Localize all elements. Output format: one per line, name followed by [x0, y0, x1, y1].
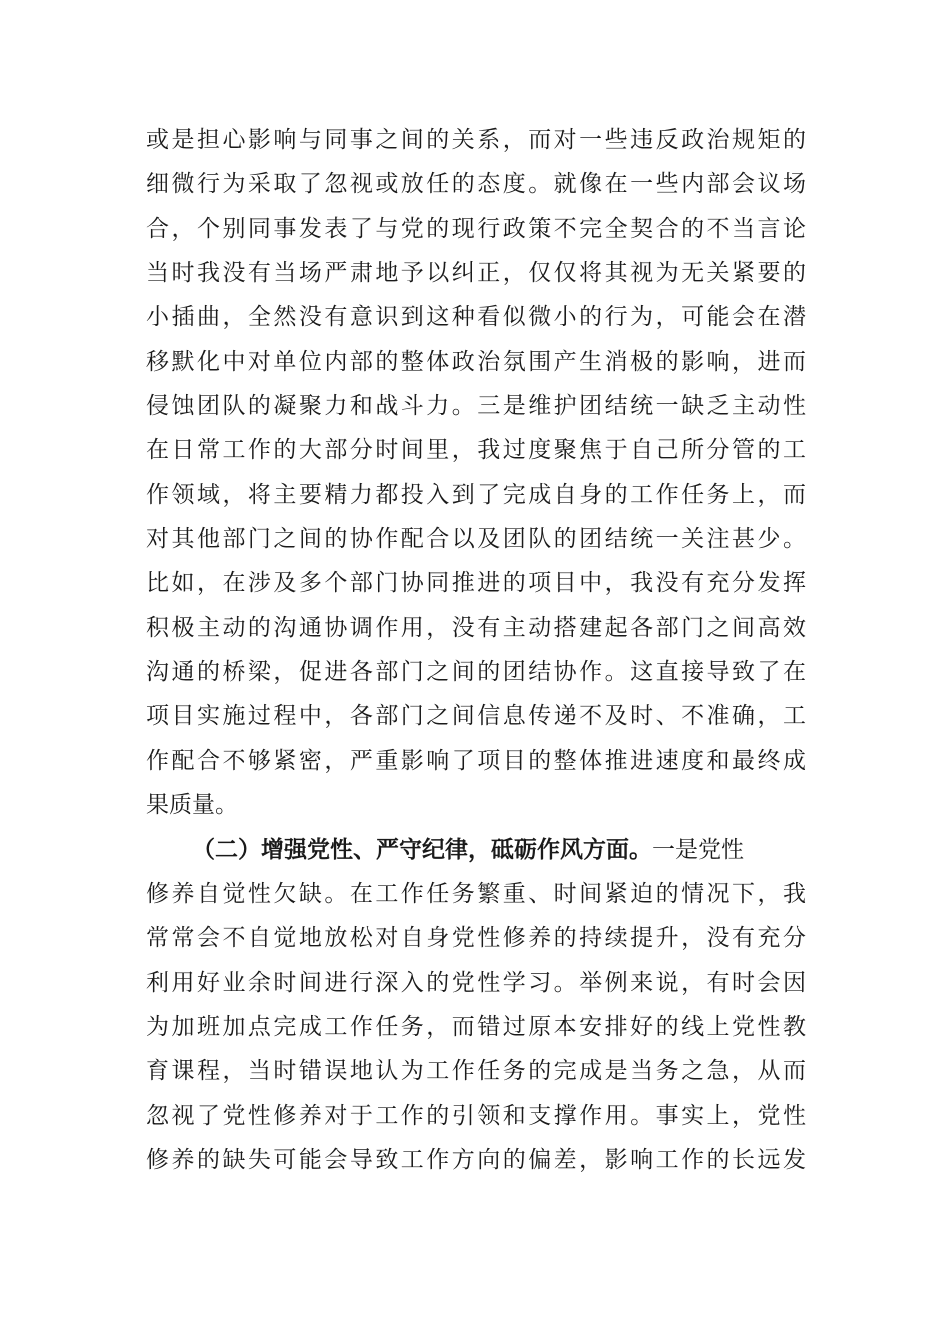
text-line: 常常会不自觉地放松对自身党性修养的持续提升，没有充分: [146, 925, 806, 952]
body-text: [146, 118, 806, 1182]
text-line: 修养自觉性欠缺。在工作任务繁重、时间紧迫的情况下，我: [146, 880, 806, 907]
section-heading-rest: 一是党性: [652, 836, 744, 863]
text-line: 合，个别同事发表了与党的现行政策不完全契合的不当言论: [146, 215, 806, 242]
text-line: 在日常工作的大部分时间里，我过度聚焦于自己所分管的工: [146, 437, 806, 464]
text-line: 比如，在涉及多个部门协同推进的项目中，我没有充分发挥: [146, 570, 806, 597]
text-line: 修养的缺失可能会导致工作方向的偏差，影响工作的长远发: [146, 1146, 806, 1173]
text-line: 当时我没有当场严肃地予以纠正，仅仅将其视为无关紧要的: [146, 260, 806, 287]
text-line: 移默化中对单位内部的整体政治氛围产生消极的影响，进而: [146, 348, 806, 375]
text-line: 沟通的桥梁，促进各部门之间的团结协作。这直接导致了在: [146, 659, 806, 686]
text-line: 作领域，将主要精力都投入到了完成自身的工作任务上，而: [146, 481, 806, 508]
text-line: 果质量。: [146, 792, 238, 819]
section-heading: （二）增强党性、严守纪律，砥砺作风方面。: [192, 835, 652, 863]
text-line: 积极主动的沟通协调作用，没有主动搭建起各部门之间高效: [146, 614, 806, 641]
text-line: 育课程，当时错误地认为工作任务的完成是当务之急，从而: [146, 1058, 806, 1085]
text-line: 为加班加点完成工作任务，而错过原本安排好的线上党性教: [146, 1013, 806, 1040]
text-line: 作配合不够紧密，严重影响了项目的整体推进速度和最终成: [146, 747, 806, 774]
section-heading-line: [146, 828, 806, 872]
text-line: 忽视了党性修养对于工作的引领和支撑作用。事实上，党性: [146, 1102, 806, 1129]
text-line: 利用好业余时间进行深入的党性学习。举例来说，有时会因: [146, 969, 806, 996]
text-line: 对其他部门之间的协作配合以及团队的团结统一关注甚少。: [146, 526, 806, 553]
text-line: 或是担心影响与同事之间的关系，而对一些违反政治规矩的: [146, 127, 806, 153]
text-line: 侵蚀团队的凝聚力和战斗力。三是维护团结统一缺乏主动性: [146, 393, 806, 420]
text-line: 小插曲，全然没有意识到这种看似微小的行为，可能会在潜: [146, 304, 806, 331]
text-line: 细微行为采取了忽视或放任的态度。就像在一些内部会议场: [146, 171, 806, 198]
text-line: 项目实施过程中，各部门之间信息传递不及时、不准确，工: [146, 703, 806, 730]
